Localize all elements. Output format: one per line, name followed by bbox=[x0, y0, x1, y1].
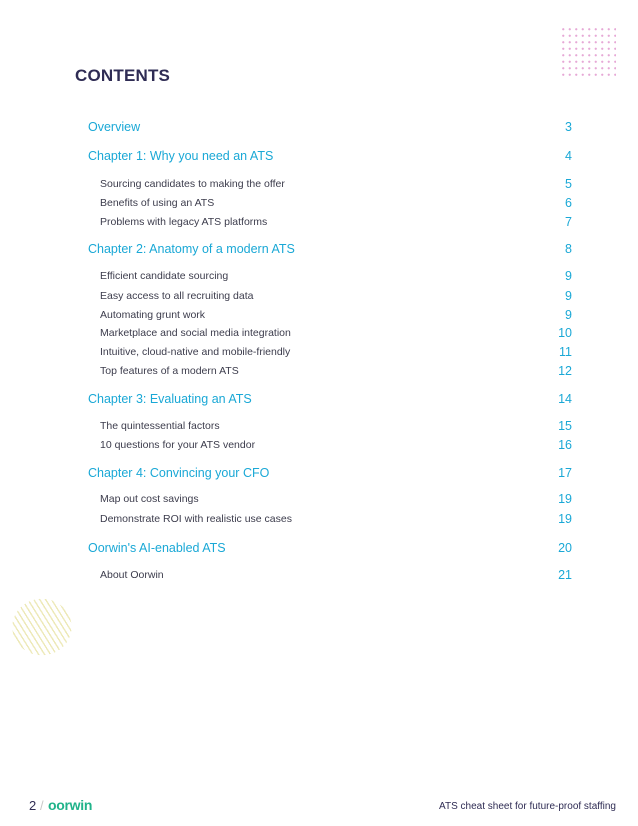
toc-entry-title: Chapter 1: Why you need an ATS bbox=[88, 149, 274, 163]
toc-section-entry[interactable] bbox=[100, 176, 572, 192]
footer-document-title: ATS cheat sheet for future-proof staffing bbox=[439, 801, 616, 812]
toc-section-entry[interactable] bbox=[100, 307, 572, 323]
toc-entry-page-number: 21 bbox=[558, 568, 572, 582]
toc-entry-title: Automating grunt work bbox=[100, 309, 206, 321]
toc-entry-page-number: 14 bbox=[558, 392, 572, 406]
toc-chapter-entry[interactable] bbox=[88, 540, 572, 556]
toc-section-entry[interactable] bbox=[100, 325, 572, 341]
oorwin-logo: oorwin bbox=[48, 797, 93, 813]
toc-entry-page-number: 7 bbox=[565, 215, 572, 229]
toc-entry-title: Easy access to all recruiting data bbox=[100, 290, 254, 302]
toc-section-entry[interactable] bbox=[100, 437, 572, 453]
toc-entry-page-number: 10 bbox=[558, 326, 572, 340]
toc-chapter-entry[interactable] bbox=[88, 465, 572, 481]
toc-entry-page-number: 16 bbox=[558, 438, 572, 452]
toc-entry-title: Chapter 3: Evaluating an ATS bbox=[88, 392, 252, 406]
toc-entry-page-number: 9 bbox=[565, 308, 572, 322]
toc-section-entry[interactable] bbox=[100, 268, 572, 284]
toc-entry-title: About Oorwin bbox=[100, 569, 164, 581]
toc-entry-title: Efficient candidate sourcing bbox=[100, 270, 229, 282]
toc-entry-title: Sourcing candidates to making the offer bbox=[100, 178, 285, 190]
footer-page-number: 2 bbox=[29, 798, 37, 813]
toc-entry-title: Chapter 2: Anatomy of a modern ATS bbox=[88, 242, 295, 256]
toc-entry-title: 10 questions for your ATS vendor bbox=[100, 439, 256, 451]
toc-section-entry[interactable] bbox=[100, 344, 572, 360]
toc-entry-page-number: 8 bbox=[565, 242, 572, 256]
toc-section-entry[interactable] bbox=[100, 363, 572, 379]
toc-section-entry[interactable] bbox=[100, 418, 572, 434]
toc-section-entry[interactable] bbox=[100, 491, 572, 507]
toc-entry-title: Problems with legacy ATS platforms bbox=[100, 216, 268, 228]
toc-entry-page-number: 20 bbox=[558, 541, 572, 555]
footer-separator: / bbox=[40, 798, 44, 813]
toc-entry-page-number: 12 bbox=[558, 364, 572, 378]
toc-chapter-entry[interactable] bbox=[88, 391, 572, 407]
toc-entry-title: Demonstrate ROI with realistic use cases bbox=[100, 513, 292, 525]
toc-section-entry[interactable] bbox=[100, 214, 572, 230]
toc-entry-title: Overview bbox=[88, 120, 141, 134]
toc-chapter-entry[interactable] bbox=[88, 119, 572, 135]
toc-entry-page-number: 15 bbox=[558, 419, 572, 433]
toc-entry-title: Top features of a modern ATS bbox=[100, 365, 239, 377]
toc-entry-page-number: 19 bbox=[558, 512, 572, 526]
toc-entry-title: Benefits of using an ATS bbox=[100, 197, 215, 209]
toc-section-entry[interactable] bbox=[100, 195, 572, 211]
contents-heading: CONTENTS bbox=[75, 66, 171, 85]
toc-section-entry[interactable] bbox=[100, 288, 572, 304]
toc-entry-page-number: 5 bbox=[565, 177, 572, 191]
toc-entry-title: Marketplace and social media integration bbox=[100, 327, 291, 339]
toc-entry-title: Chapter 4: Convincing your CFO bbox=[88, 466, 270, 480]
toc-entry-page-number: 17 bbox=[558, 466, 572, 480]
toc-entry-page-number: 9 bbox=[565, 269, 572, 283]
toc-entry-title: Intuitive, cloud-native and mobile-friendly bbox=[100, 346, 291, 358]
toc-section-entry[interactable] bbox=[100, 567, 572, 583]
toc-entry-page-number: 9 bbox=[565, 289, 572, 303]
toc-chapter-entry[interactable] bbox=[88, 148, 572, 164]
toc-entry-page-number: 3 bbox=[565, 120, 572, 134]
toc-entry-title: Oorwin's AI-enabled ATS bbox=[88, 541, 226, 555]
toc-entry-title: Map out cost savings bbox=[100, 493, 199, 505]
toc-chapter-entry[interactable] bbox=[88, 241, 572, 257]
toc-section-entry[interactable] bbox=[100, 511, 572, 527]
toc-entry-page-number: 11 bbox=[559, 345, 572, 359]
toc-entry-page-number: 4 bbox=[565, 149, 572, 163]
toc-entry-title: The quintessential factors bbox=[100, 420, 220, 432]
toc-entry-page-number: 6 bbox=[565, 196, 572, 210]
toc-entry-page-number: 19 bbox=[558, 492, 572, 506]
